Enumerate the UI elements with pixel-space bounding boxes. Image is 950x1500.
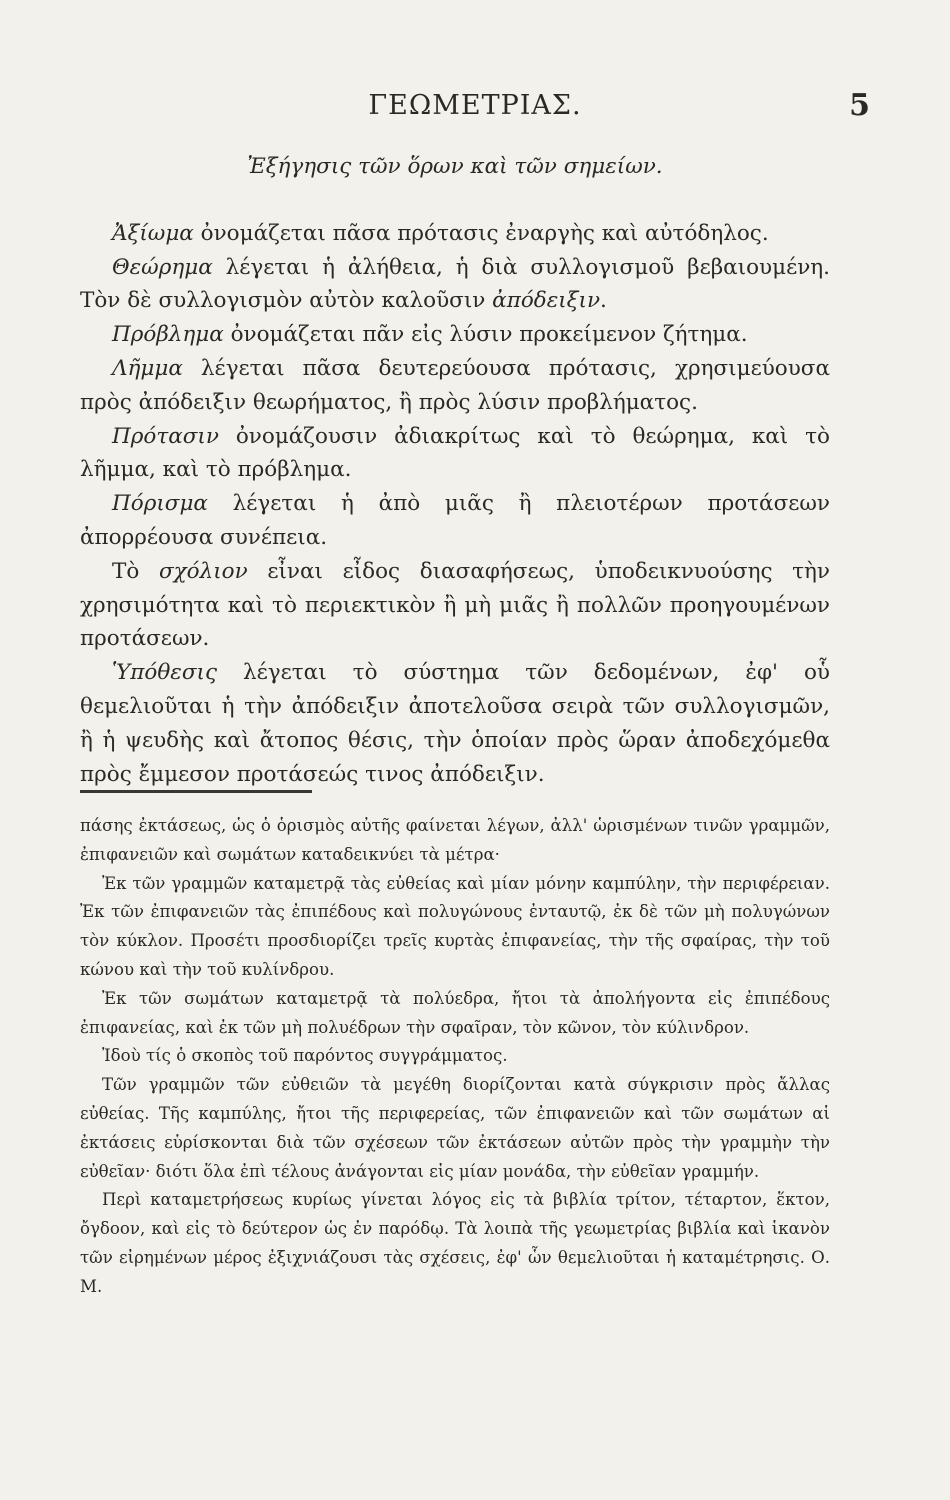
definition-text: ὀνομάζεται πᾶσα πρότασις ἐναργὴς καὶ αὐτόδηλος. — [193, 220, 769, 246]
term-theorem: Θεώρημα — [112, 254, 213, 280]
definition-text: εἶναι εἶδος διασαφήσεως, ὑποδεικνυούσης τὴν χρησιμότητα καὶ τὸ περιεκτικὸν ἢ μὴ μιᾶς ἢ πολλῶν προηγουμένων προτάσεων. — [80, 558, 830, 652]
definition-text: λέγεται πᾶσα δευτερεύουσα πρότασις, χρησιμεύουσα πρὸς ἀπόδειξιν θεωρήματος, ἢ πρὸς λύσιν προβλήματος. — [80, 355, 830, 415]
page-number: 5 — [849, 88, 870, 123]
term-hypothesis: Ὑπόθεσις — [112, 660, 217, 686]
note-paragraph: Ἰδοὺ τίς ὁ σκοπὸς τοῦ παρόντος συγγράμματος. — [102, 1046, 508, 1066]
definition-corollary — [80, 487, 830, 555]
definition-tail: . — [600, 288, 607, 314]
term-scholium: σχόλιον — [158, 558, 248, 584]
definition-theorem — [80, 251, 830, 319]
term-proof: ἀπόδειξιν — [492, 288, 601, 314]
definition-proposition — [80, 420, 830, 488]
definition-text: λέγεται ἡ ἀλήθεια, ἡ διὰ συλλογισμοῦ βεβαιουμένη. Τὸν δὲ συλλογισμὸν αὐτὸν καλοῦσιν — [80, 254, 830, 314]
definition-problem — [80, 318, 830, 352]
note-paragraph: Ἐκ τῶν σωμάτων καταμετρᾷ τὰ πολύεδρα, ἤτοι τὰ ἀπολήγοντα εἰς ἐπιπέδους ἐπιφανείας, καὶ ἐκ τῶν μὴ πολυέδρων τὴν σφαῖραν, τὸν κῶνον, τὸν κύλινδρον. — [80, 988, 830, 1037]
note-paragraph: πάσης ἐκτάσεως, ὡς ὁ ὁρισμὸς αὐτῆς φαίνεται λέγων, ἀλλ' ὡρισμένων τινῶν γραμμῶν, ἐπιφανειῶν καὶ σωμάτων καταδεικνύει τὰ μέτρα· — [80, 816, 830, 864]
definition-scholium — [80, 555, 830, 656]
definition-hypothesis — [80, 656, 830, 791]
definition-lemma — [80, 352, 830, 420]
definition-text: ὀνομάζουσιν ἀδιακρίτως καὶ τὸ θεώρημα, καὶ τὸ λῆμμα, καὶ τὸ πρόβλημα. — [80, 423, 830, 483]
page-header — [80, 90, 870, 130]
definition-text: ὀνομάζεται πᾶν εἰς λύσιν προκείμενον ζήτημα. — [223, 322, 748, 348]
definition-text: λέγεται ἡ ἀπὸ μιᾶς ἢ πλειοτέρων προτάσεων ἀπορρέουσα συνέπεια. — [80, 491, 830, 550]
term-corollary: Πόρισμα — [112, 491, 208, 517]
term-lemma: Λῆμμα — [112, 355, 183, 381]
note-paragraph: Ἐκ τῶν γραμμῶν καταμετρᾷ τὰς εὐθείας καὶ μίαν μόνην καμπύλην, τὴν περιφέρειαν. Ἐκ τῶν ἐπιφανειῶν τὰς ἐπιπέδους καὶ πολυγώνους ἐνταυτῷ, ἐκ δὲ τῶν μὴ πολυγώνων τὸν κύκλον. Προσέτι προσδιορίζει τρεῖς κυρτὰς ἐπιφανείας, τὴν τῆς σφαίρας, τὴν τοῦ κώνου καὶ τὴν τοῦ κυλίνδρου. — [80, 873, 830, 979]
term-axiom: Ἀξίωμα — [112, 220, 194, 246]
running-head: ΓΕΩΜΕΤΡΙΑΣ. — [368, 90, 582, 121]
term-problem: Πρόβλημα — [112, 322, 224, 348]
footnote-block — [80, 812, 830, 1302]
definition-text: λέγεται τὸ σύστημα τῶν δεδομένων, ἐφ' οὗ θεμελιοῦται ἡ τὴν ἀπόδειξιν ἀποτελοῦσα σειρὰ τῶν συλλογισμῶν, ἢ ἡ ψευδὴς καὶ ἄτοπος θέσις, τὴν ὁποίαν πρὸς ὥραν ἀποδεχόμεθα πρὸς ἔμμεσον προτάσεώς τινος ἀπόδειξιν. — [80, 660, 830, 787]
main-text — [80, 150, 830, 791]
section-heading: Ἐξήγησις τῶν ὅρων καὶ τῶν σημείων. — [247, 154, 663, 179]
definition-axiom — [80, 217, 830, 251]
term-proposition: Πρότασιν — [112, 423, 219, 449]
definition-lead: Τὸ — [112, 558, 159, 584]
note-paragraph: Περὶ καταμετρήσεως κυρίως γίνεται λόγος εἰς τὰ βιβλία τρίτον, τέταρτον, ἕκτον, ὄγδοον, καὶ εἰς τὸ δεύτερον ὡς ἐν παρόδῳ. Τὰ λοιπὰ τῆς γεωμετρίας βιβλία καὶ ἱκανὸν τῶν εἰρημένων μέρος ἐξιχνιάζουσι τὰς σχέσεις, ἐφ' ὧν θεμελιοῦται ἡ καταμέτρησις. Ο. Μ. — [80, 1190, 830, 1296]
note-paragraph: Τῶν γραμμῶν τῶν εὐθειῶν τὰ μεγέθη διορίζονται κατὰ σύγκρισιν πρὸς ἄλλας εὐθείας. Τῆς καμπύλης, ἤτοι τῆς περιφερείας, τῶν ἐπιφανειῶν καὶ τῶν σωμάτων αἱ ἐκτάσεις εὑρίσκονται διὰ τῶν σχέσεων τῶν ἐκτάσεων αὐτῶν πρὸς τὴν γραμμὴν τὴν εὐθεῖαν· διότι ὅλα ἐπὶ τέλους ἀνάγονται εἰς μίαν μονάδα, τὴν εὐθεῖαν γραμμήν. — [80, 1075, 830, 1181]
footnote-rule — [80, 790, 312, 793]
